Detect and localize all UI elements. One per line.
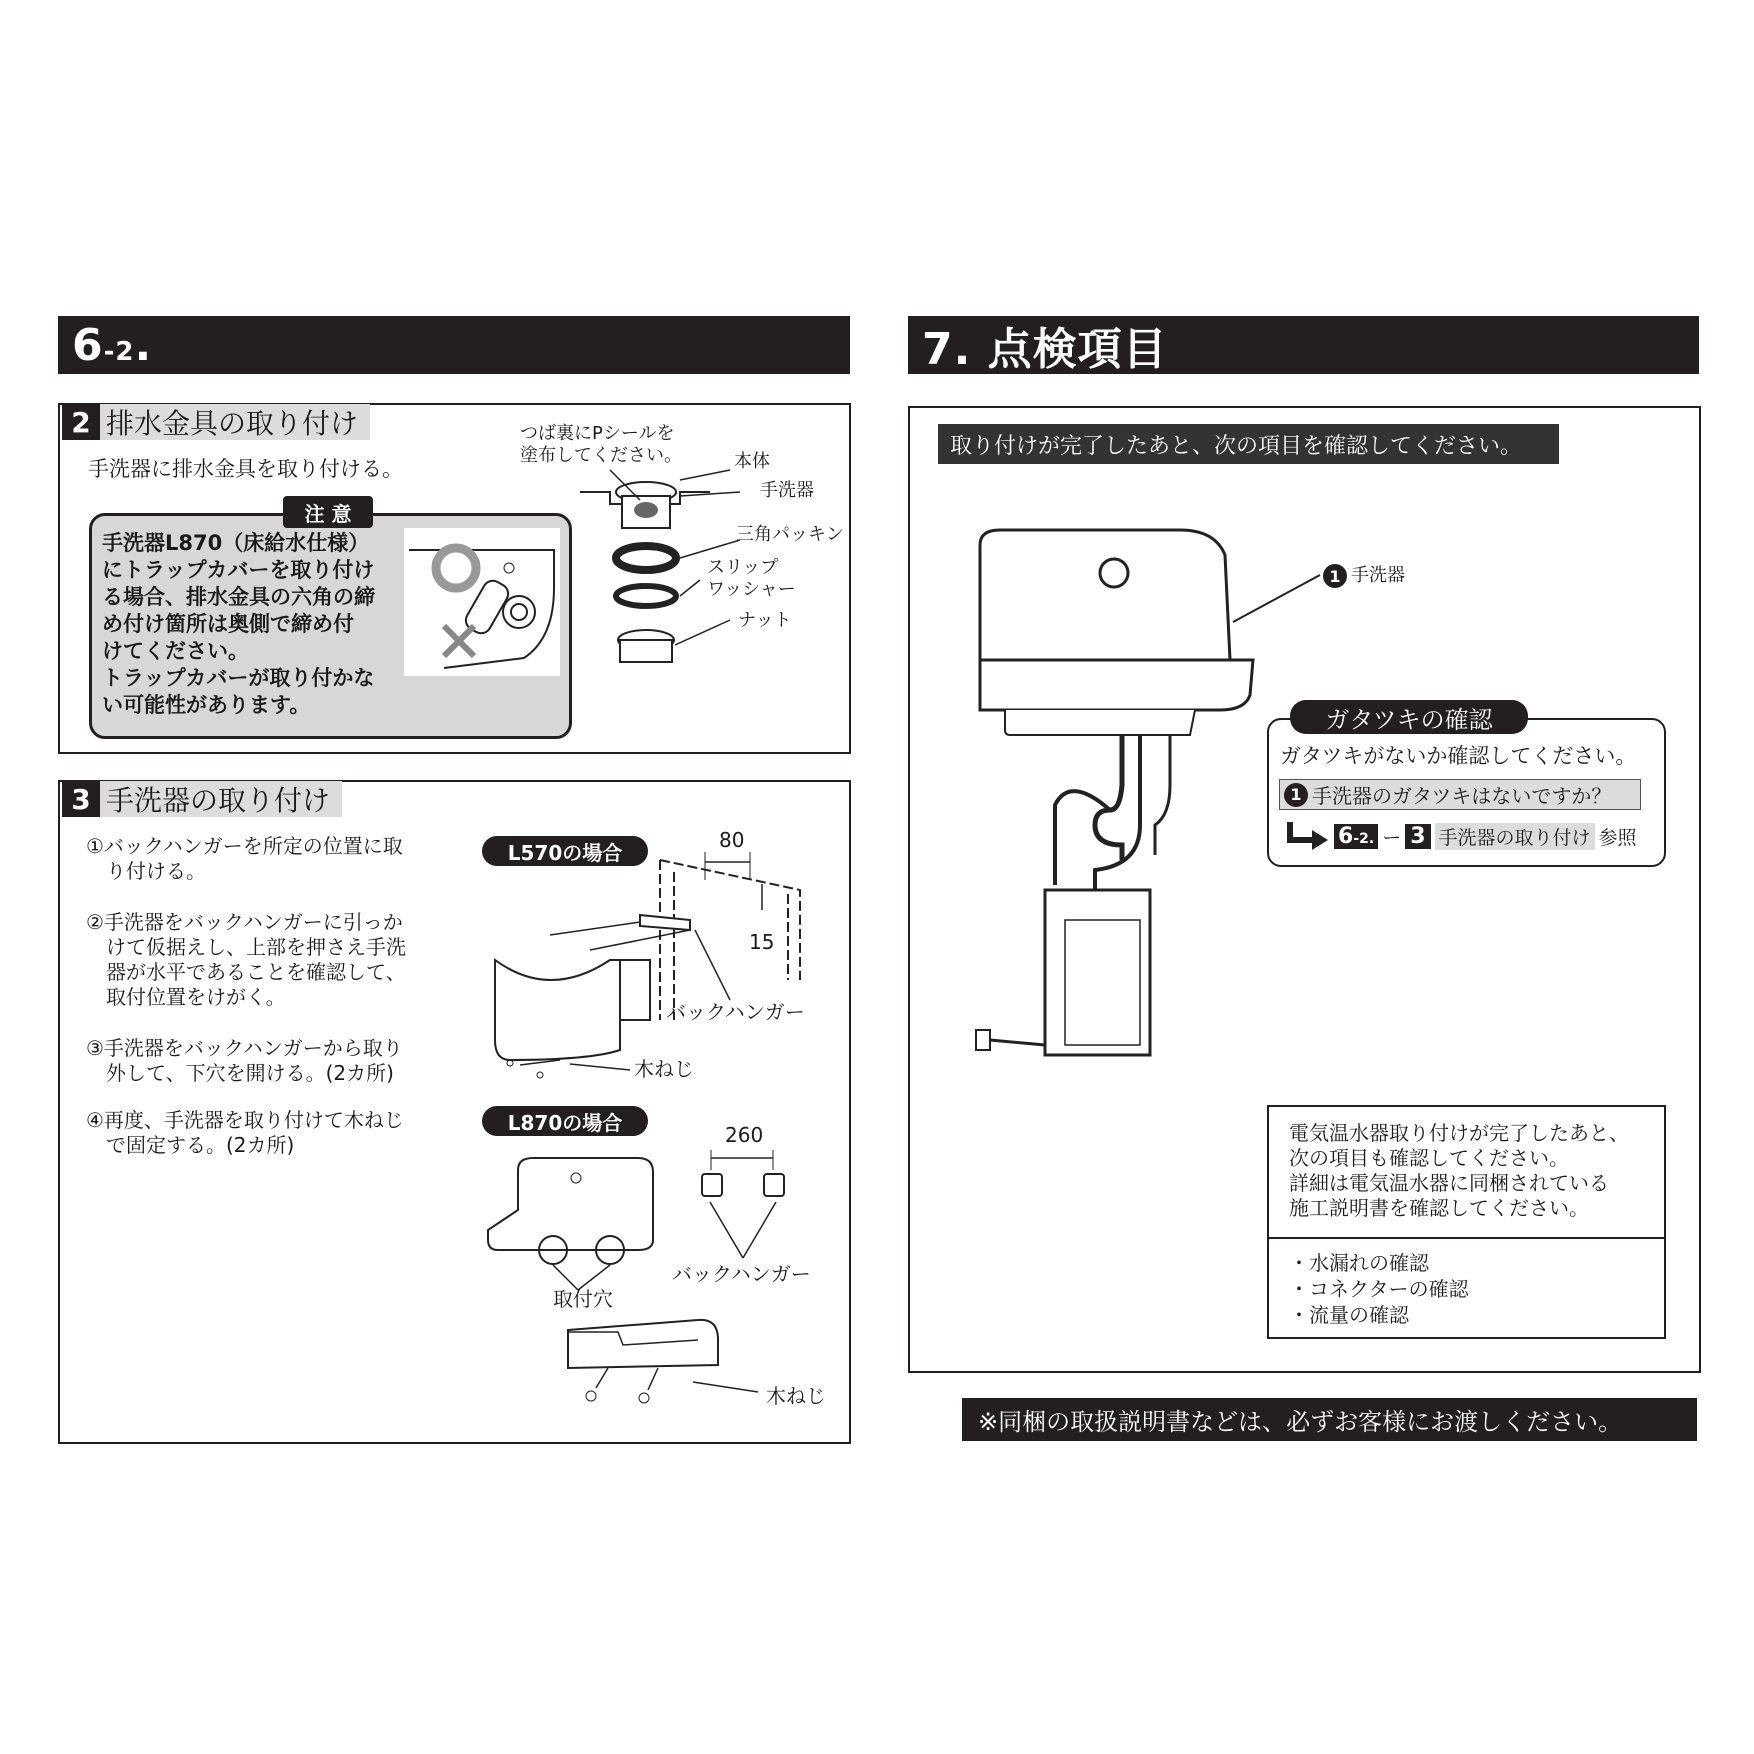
item-1-number: 1 xyxy=(1323,564,1347,588)
heater-note-box xyxy=(1267,1105,1666,1339)
l870-label-mounting-hole: 取付穴 xyxy=(553,1287,613,1311)
ref-suffix: 参照 xyxy=(1598,826,1637,849)
step-1: ①バックハンガーを所定の位置に取 り付ける。 xyxy=(86,834,403,883)
section-2-heading xyxy=(62,404,370,440)
section-2-intro: 手洗器に排水金具を取り付ける。 xyxy=(88,457,403,481)
arrow-right-icon xyxy=(1286,822,1330,850)
inspection-title: 7. 点検項目 xyxy=(922,324,1168,375)
section-3-number: 3 xyxy=(62,781,100,817)
caution-tag: 注 意 xyxy=(283,496,373,528)
wobble-check-title: ガタツキの確認 xyxy=(1290,700,1528,734)
label-triangle-packing: 三角パッキン xyxy=(736,524,844,545)
step-4: ④再度、手洗器を取り付けて木ねじ で固定する。(2カ所) xyxy=(86,1108,404,1157)
label-nut: ナット xyxy=(738,610,792,631)
ref-title: 手洗器の取り付け xyxy=(1435,823,1595,850)
heater-note-text: 電気温水器取り付けが完了したあと、 次の項目も確認してください。 詳細は電気温水器に同梱されている 施工説明書を確認してください。 xyxy=(1289,1121,1629,1220)
section-3-heading xyxy=(62,781,342,817)
section-2-number: 2 xyxy=(62,404,100,440)
step-3: ③手洗器をバックハンガーから取り 外して、下穴を開ける。(2カ所) xyxy=(86,1036,403,1085)
ref-number: 3 xyxy=(1405,824,1430,849)
l870-diagram xyxy=(488,1150,808,1430)
item-1-label xyxy=(1323,564,1405,588)
ref-dash: ー xyxy=(1382,826,1402,849)
l570-label-wood-screw: 木ねじ xyxy=(634,1057,694,1081)
ref-section: 6-2. xyxy=(1334,824,1378,849)
section-3-title: 手洗器の取り付け xyxy=(100,781,342,817)
item-1-text: 手洗器 xyxy=(1351,565,1405,586)
heater-check-1: ・水漏れの確認 xyxy=(1289,1251,1429,1275)
heater-check-3: ・流量の確認 xyxy=(1289,1303,1409,1327)
l570-label-back-hanger: バックハンガー xyxy=(666,1000,805,1024)
section-2-title: 排水金具の取り付け xyxy=(100,404,370,440)
l870-label-wood-screw: 木ねじ xyxy=(766,1384,826,1408)
label-body: 本体 xyxy=(734,451,770,472)
l570-dim-width: 80 xyxy=(719,828,745,852)
label-slip-washer: スリップ ワッシャー xyxy=(707,557,796,600)
right-section-header xyxy=(908,316,1699,374)
caution-illustration xyxy=(404,528,560,676)
section-number: 6-2. xyxy=(72,319,153,371)
callout-line xyxy=(1230,570,1330,630)
footer-notice: ※同梱の取扱説明書などは、必ずお客様にお渡しください。 xyxy=(962,1398,1697,1441)
question-number: 1 xyxy=(1284,783,1308,807)
l870-dim-width: 260 xyxy=(725,1123,764,1147)
label-basin: 手洗器 xyxy=(760,480,814,501)
heater-check-2: ・コネクターの確認 xyxy=(1289,1277,1469,1301)
l870-tag: L870の場合 xyxy=(482,1106,648,1136)
inspection-instruction: 取り付けが完了したあと、次の項目を確認してください。 xyxy=(938,424,1559,464)
reference-row xyxy=(1286,822,1637,850)
basin-heater-illustration xyxy=(970,525,1260,1085)
l870-label-back-hanger: バックハンガー xyxy=(672,1262,811,1286)
l570-dim-height: 15 xyxy=(749,930,775,954)
caution-box xyxy=(89,513,572,739)
heater-note-divider xyxy=(1269,1237,1664,1239)
question-text: 手洗器のガタツキはないですか？ xyxy=(1312,784,1612,808)
l570-tag: L570の場合 xyxy=(482,836,648,866)
label-p-seal: つば裏にPシールを 塗布してください。 xyxy=(520,423,682,466)
step-2: ②手洗器をバックハンガーに引っか けて仮据えし、上部を押さえ手洗 器が水平であることを確認して、 取付位置をけがく。 xyxy=(86,910,406,1009)
trap-cover-icon xyxy=(404,528,560,676)
wobble-question xyxy=(1279,779,1641,810)
left-section-header xyxy=(58,316,850,374)
wobble-check-text: ガタツキがないか確認してください。 xyxy=(1280,744,1637,768)
l570-diagram xyxy=(490,850,810,1080)
caution-text: 手洗器L870（床給水仕様） にトラップカバーを取り付け る場合、排水金具の六角の締 め付け箇所は奥側で締め付 けてください。 トラップカバーが取り付かな い可能性があります。 xyxy=(102,531,375,717)
